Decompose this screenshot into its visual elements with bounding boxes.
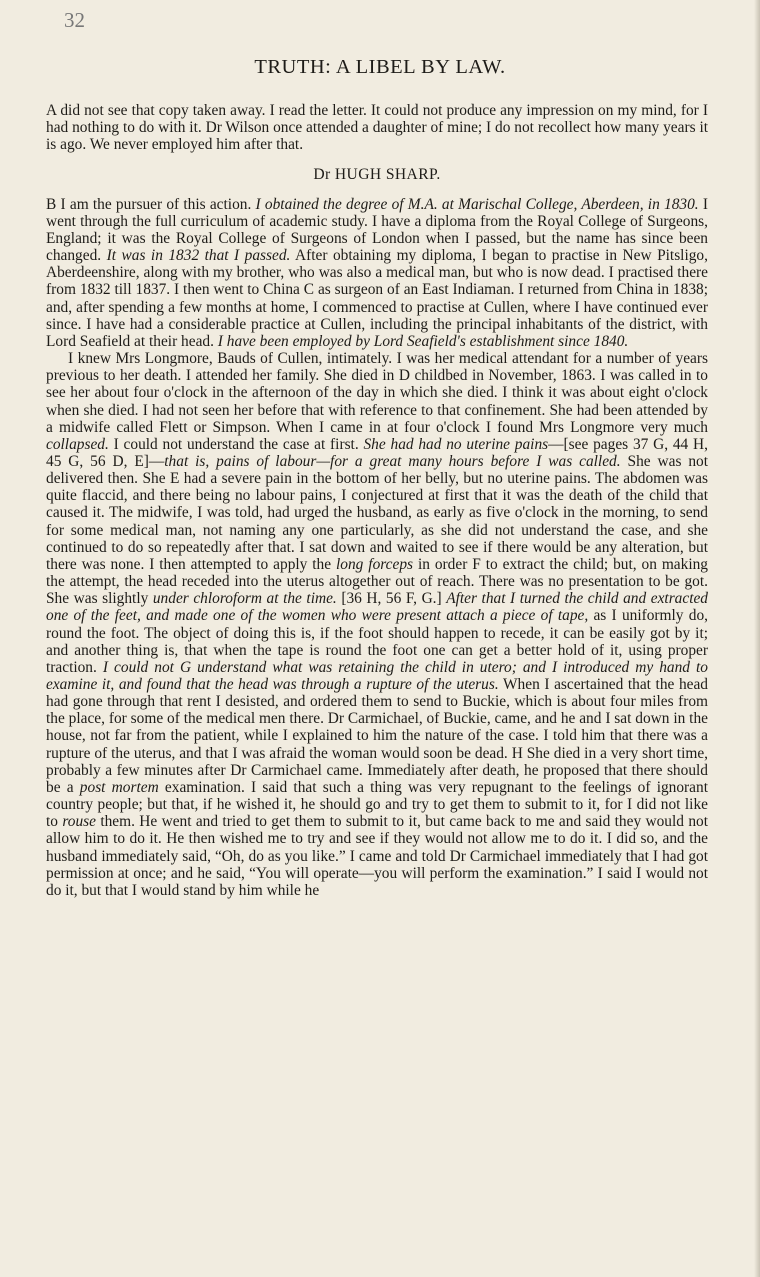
text-run: I went through the full curriculum of academic study. I have a diploma from the Royal College of Surgeons, England; it was the Royal College of Surgeons of London when I passed, but the name has since been changed. <box>46 195 709 265</box>
text-run: in order F to extract the child; but, on making the attempt, the head receded into the uterus altogether out of reach. There was no presentation to be got. She was slightly <box>46 555 708 608</box>
text-run: B I am the pursuer of this action. <box>46 195 256 213</box>
paragraph-3 <box>46 350 708 899</box>
italic-run: I obtained the degree of M.A. at Marischal College, Aberdeen, in 1830. <box>255 195 699 213</box>
italic-run: I could not G understand what was retaining the child in utero; and I introduced my hand to examine it, and found that the head was through a rupture of the uterus. <box>46 658 709 693</box>
italic-run: under chloroform at the time. <box>152 590 337 608</box>
paragraph-2 <box>46 196 708 350</box>
paragraph-1 <box>46 102 708 153</box>
italic-run: collapsed. <box>46 435 109 453</box>
text-run: examination. I said that such a thing was very repugnant to the feelings of ignorant country people; but that, if he wished it, he should go and try to get them to submit to it, for I did not like to <box>46 778 708 831</box>
text-run: She was not delivered then. She E had a severe pain in the bottom of her belly, but no uterine pains. The abdomen was quite flaccid, and there being no labour pains, I conjectured at first that it was the death of the child that caused it. The midwife, I was told, had urged the husband, as early as five o'clock in the morning, to send for some medical man, not naming any one particularly, as she did not understand the case, and she continued to do so repeatedly after that. I sat down and waited to see if there would be any alteration, but there was none. I then attempted to apply the <box>46 452 709 573</box>
italic-run: She had had no uterine pains <box>363 435 549 453</box>
text-run: them. He went and tried to get them to submit to it, but came back to me and said they would not allow him to do it. He then wished me to try and see if they would not allow me to do it. I did so, and the husband immediately said, “Oh, do as you like.” I came and told Dr Carmichael immediately that I had got permission at once; and he said, “You will operate—you will perform the examination.” I said I would not do it, but that I would stand by him while he <box>46 813 708 899</box>
text-run: as I uniformly do, round the foot. The object of doing this is, if the foot should happen to recede, it can be easily got by it; and another thing is, that when the tape is round the foot one can get a better hold of it, using proper traction. <box>46 607 709 676</box>
text-run: —[see pages 37 G, 44 H, 45 G, 56 D, E]— <box>46 435 709 470</box>
witness-heading: Dr HUGH SHARP. <box>313 166 441 184</box>
italic-run: It was in 1832 that I passed. <box>106 247 291 265</box>
paragraph-1-text: A did not see that copy taken away. I read the letter. It could not produce any impression on my mind, for I had nothing to do with it. Dr Wilson once attended a daughter of mine; I do not recollect how many years it is ago. We never employed him after that. <box>46 102 708 154</box>
italic-run: rouse <box>62 813 96 831</box>
text-run: [36 H, 56 F, G.] <box>336 590 447 608</box>
text-run: When I ascertained that the head had gone through that rent I desisted, and ordered them to send to Buckie, which is about four miles from the place, for some of the medical men there. Dr Carmichael, of Buckie, came, and he and I sat down in the house, not far from the patient, while I explained to him the nature of the case. I told him that there was a rupture of the uterus, and that I was afraid the woman would soon be dead. H She died in a very short time, probably a few minutes after Dr Carmichael came. Immediately after death, he proposed that there should be a <box>46 676 709 796</box>
italic-run: I have been employed by Lord Seafield's establishment since 1840. <box>217 332 629 350</box>
body-text <box>46 102 708 899</box>
italic-run: long forceps <box>336 555 414 573</box>
text-run: I could not understand the case at first. <box>108 435 364 453</box>
text-run: I knew Mrs Longmore, Bauds of Cullen, intimately. I was her medical attendant for a number of years previous to her death. I attended her family. She died in D childbed in November, 1863. I was called in to see her about four o'clock in the afternoon of the day in which she died. I think it was about eight o'clock when she died. I had not seen her before that with reference to that confinement. She had been attended by a midwife called Flett or Simpson. When I came in at four o'clock I found Mrs Longmore very much <box>46 350 708 436</box>
italic-run: post mortem <box>79 778 159 796</box>
page-number: 32 <box>64 8 85 32</box>
page-edge-shadow <box>754 0 760 1277</box>
italic-run: After that I turned the child and extracted one of the feet, and made one of the women who were present attach a piece of tape, <box>46 590 709 625</box>
running-head: TRUTH: A LIBEL BY LAW. <box>254 56 506 78</box>
text-run: After obtaining my diploma, I began to practise in New Pitsligo, Aberdeenshire, along with my brother, who was also a medical man, but who is now dead. I practised there from 1832 till 1837. I then went to China C as surgeon of an East Indiaman. I returned from China in 1838; and, after spending a few months at home, I commenced to practise at Cullen, where I have continued ever since. I have had a considerable practice at Cullen, including the principal inhabitants of the district, with Lord Seafield at their head. <box>46 247 708 350</box>
italic-run: that is, pains of labour—for a great many hours before I was called. <box>164 452 621 470</box>
